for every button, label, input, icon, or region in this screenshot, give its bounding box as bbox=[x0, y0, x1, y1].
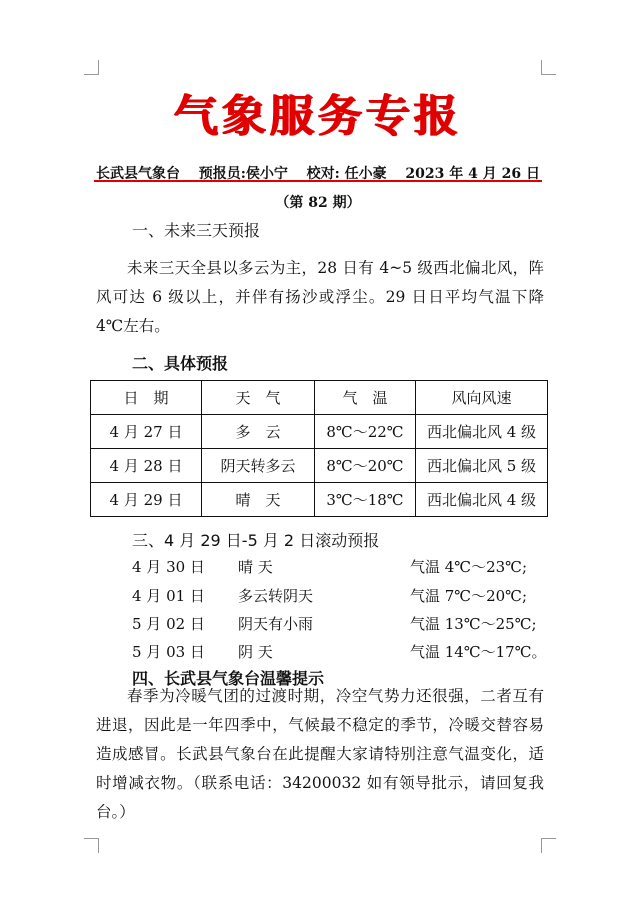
table-cell-date: 4 月 28 日 bbox=[91, 449, 202, 483]
table-cell-weather: 阴天转多云 bbox=[202, 449, 315, 483]
table-row bbox=[91, 415, 548, 449]
table-header-cell: 风向风速 bbox=[416, 381, 548, 415]
page-corner-mark bbox=[541, 838, 556, 853]
table-cell-wind: 西北偏北风 4 级 bbox=[416, 483, 548, 517]
table-cell-weather: 多 云 bbox=[202, 415, 315, 449]
red-divider bbox=[94, 180, 542, 182]
rolling-forecast-item bbox=[132, 556, 552, 577]
table-cell-temp: 8℃～22℃ bbox=[315, 415, 416, 449]
section-heading-1: 一、未来三天预报 bbox=[132, 221, 261, 240]
rolling-date: 4 月 01 日 bbox=[132, 587, 205, 605]
table-header-cell: 日 期 bbox=[91, 381, 202, 415]
table-header-row bbox=[91, 381, 548, 415]
issue-number: （第 82 期） bbox=[275, 195, 361, 211]
page-corner-mark bbox=[541, 60, 556, 75]
section-heading-2: 二、具体预报 bbox=[132, 354, 229, 373]
table-header-cell: 气 温 bbox=[315, 381, 416, 415]
rolling-weather: 多云转阴天 bbox=[238, 587, 314, 605]
forecast-table bbox=[90, 380, 548, 517]
rolling-forecast-item bbox=[132, 585, 552, 606]
rolling-temp: 气温 14℃～17℃。 bbox=[410, 643, 547, 661]
table-cell-weather: 晴 天 bbox=[202, 483, 315, 517]
rolling-weather: 阴天有小雨 bbox=[238, 615, 314, 633]
table-cell-date: 4 月 29 日 bbox=[91, 483, 202, 517]
three-day-forecast-text: 未来三天全县以多云为主，28 日有 4~5 级西北偏北风，阵风可达 6 级以上，并伴有扬沙或浮尘。29 日日平均气温下降 4℃左右。 bbox=[96, 259, 544, 335]
rolling-weather: 晴 天 bbox=[238, 558, 273, 576]
table-cell-wind: 西北偏北风 4 级 bbox=[416, 415, 548, 449]
section-heading-4: 四、长武县气象台温馨提示 bbox=[132, 669, 325, 688]
table-cell-wind: 西北偏北风 5 级 bbox=[416, 449, 548, 483]
table-row bbox=[91, 483, 548, 517]
table-row bbox=[91, 449, 548, 483]
table-cell-date: 4 月 27 日 bbox=[91, 415, 202, 449]
table-cell-temp: 8℃～20℃ bbox=[315, 449, 416, 483]
reminder-text: 春季为冷暖气团的过渡时期，冷空气势力还很强，二者互有进退，因此是一年四季中，气候最不稳定的季节，冷暖交替容易造成感冒。长武县气象台在此提醒大家请特别注意气温变化，适时增减衣物。（联系电话：34200032 如有领导批示，请回复我台。） bbox=[96, 687, 544, 821]
rolling-forecast-item bbox=[132, 613, 552, 634]
rolling-temp: 气温 7℃～20℃; bbox=[410, 587, 528, 605]
table-cell-temp: 3℃～18℃ bbox=[315, 483, 416, 517]
table-header-cell: 天 气 bbox=[202, 381, 315, 415]
checker: 校对: 任小豪 bbox=[306, 166, 387, 182]
rolling-temp: 气温 13℃～25℃; bbox=[410, 615, 537, 633]
section-heading-3: 三、4 月 29 日-5 月 2 日滚动预报 bbox=[132, 531, 380, 550]
page-corner-mark bbox=[84, 838, 99, 853]
issue-date: 2023 年 4 月 26 日 bbox=[405, 166, 540, 182]
rolling-date: 5 月 03 日 bbox=[132, 643, 205, 661]
document-title: 气象服务专报 bbox=[174, 91, 462, 142]
rolling-date: 4 月 30 日 bbox=[132, 558, 205, 576]
rolling-weather: 阴 天 bbox=[238, 643, 273, 661]
forecaster: 预报员:侯小宁 bbox=[198, 166, 288, 182]
rolling-date: 5 月 02 日 bbox=[132, 615, 205, 633]
station-name: 长武县气象台 bbox=[96, 166, 180, 182]
rolling-temp: 气温 4℃～23℃; bbox=[410, 558, 528, 576]
page-corner-mark bbox=[84, 60, 99, 75]
rolling-forecast-item bbox=[132, 641, 552, 662]
